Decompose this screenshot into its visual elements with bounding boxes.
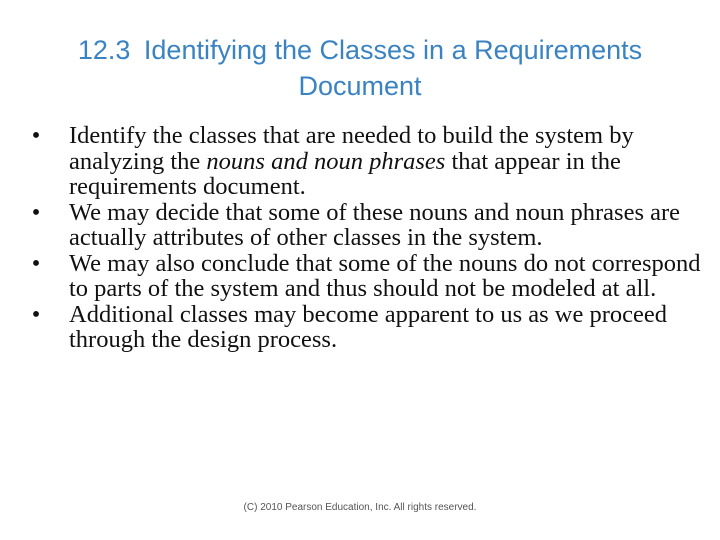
bullet-icon: • — [31, 249, 41, 277]
bullet-item — [26, 251, 706, 302]
slide-title — [60, 32, 660, 104]
bullet-text: We may also conclude that some of the nouns do not correspond to parts of the system and thus should not be modeled at all. — [69, 249, 701, 302]
bullet-text: We may decide that some of these nouns and noun phrases are actually attributes of other classes in the system. — [69, 198, 681, 251]
bullet-text-part: that appear in the requirements document. — [69, 147, 621, 200]
bullet-list — [26, 123, 706, 353]
bullet-item — [26, 200, 706, 251]
bullet-icon: • — [31, 198, 41, 226]
copyright-footer: (C) 2010 Pearson Education, Inc. All rights reserved. — [243, 502, 477, 513]
bullet-icon: • — [31, 122, 41, 149]
bullet-item — [26, 123, 706, 200]
bullet-icon: • — [31, 300, 41, 328]
bullet-item — [26, 302, 706, 353]
title-text: Identifying the Classes in a Requirements Document — [143, 35, 643, 101]
bullet-text: Additional classes may become apparent to us as we proceed through the design process. — [69, 300, 668, 353]
bullet-text-emphasis: nouns and noun phrases — [206, 147, 446, 175]
bullet-text-part: Identify the classes that are needed to build the system by analyzing the — [69, 122, 634, 175]
section-number: 12.3 — [77, 35, 131, 65]
